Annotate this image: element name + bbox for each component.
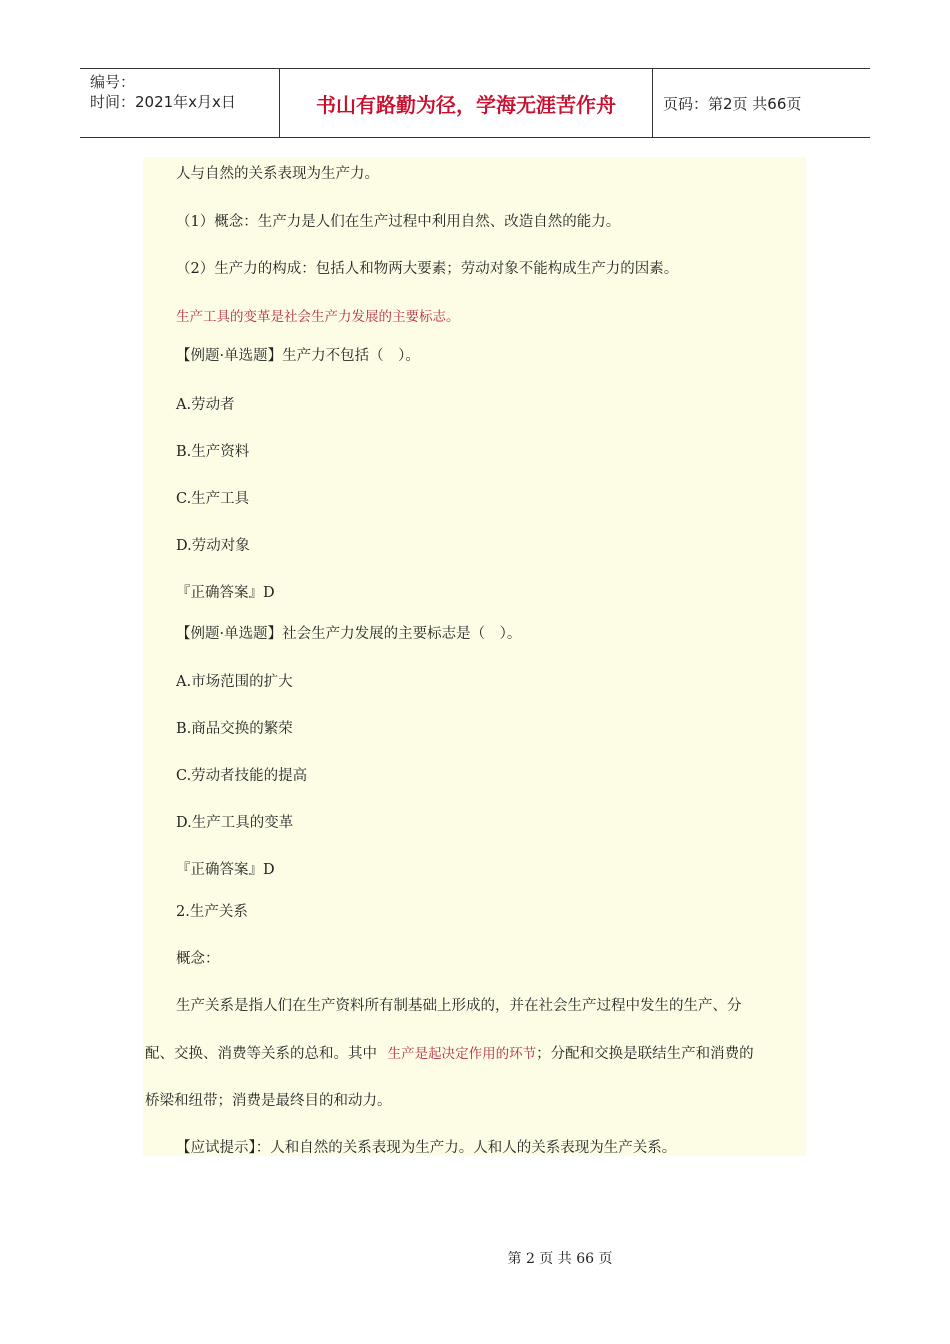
- paragraph-line-2-start: 配、交换、消费等关系的总和。其中: [145, 1046, 377, 1062]
- concept-label: 概念：: [176, 951, 220, 967]
- number-label: 编号：: [90, 73, 136, 91]
- page-header: [80, 68, 870, 138]
- paragraph-line-1: 生产关系是指人们在生产资料所有制基础上形成的，并在社会生产过程中发生的生产、分: [176, 998, 742, 1014]
- question-1-option-a: A.劳动者: [176, 397, 235, 413]
- concept-1: （1）概念：生产力是人们在生产过程中利用自然、改造自然的能力。: [176, 214, 621, 230]
- question-2-option-a: A.市场范围的扩大: [176, 674, 293, 690]
- paragraph-line-3: 桥梁和纽带；消费是最终目的和动力。: [145, 1093, 392, 1109]
- question-2-answer: 『正确答案』D: [176, 862, 275, 878]
- paragraph-line-2: [145, 1042, 754, 1063]
- question-1-option-b: B.生产资料: [176, 444, 250, 460]
- question-1-option-d: D.劳动对象: [176, 538, 250, 554]
- concept-2: （2）生产力的构成：包括人和物两大要素；劳动对象不能构成生产力的因素。: [176, 261, 679, 277]
- page-footer: 第 2 页 共 66 页: [507, 1251, 613, 1267]
- question-2-option-b: B.商品交换的繁荣: [176, 721, 293, 737]
- question-1-stem: 【例题·单选题】生产力不包括（ ）。: [176, 348, 420, 364]
- highlight-statement: 生产工具的变革是社会生产力发展的主要标志。: [176, 309, 460, 325]
- paragraph-line-2-highlight: 生产是起决定作用的环节: [387, 1046, 537, 1062]
- header-motto: 书山有路勤为径，学海无涯苦作舟: [280, 69, 653, 137]
- header-page-info: 页码：第2页 共66页: [663, 94, 802, 113]
- section-heading: 2.生产关系: [176, 904, 248, 920]
- question-2-option-d: D.生产工具的变革: [176, 815, 294, 831]
- paragraph-line-2-end: ；分配和交换是联结生产和消费的: [536, 1046, 754, 1062]
- intro-text: 人与自然的关系表现为生产力。: [176, 166, 379, 182]
- header-meta: [80, 69, 280, 137]
- date-label: 时间：2021年x月x日: [90, 93, 236, 111]
- question-1-answer: 『正确答案』D: [176, 585, 275, 601]
- question-2-option-c: C.劳动者技能的提高: [176, 768, 308, 784]
- question-2-stem: 【例题·单选题】社会生产力发展的主要标志是（ ）。: [176, 626, 522, 642]
- content-area: [143, 157, 806, 1156]
- question-1-option-c: C.生产工具: [176, 491, 250, 507]
- exam-tip: 【应试提示】：人和自然的关系表现为生产力。人和人的关系表现为生产关系。: [176, 1140, 677, 1156]
